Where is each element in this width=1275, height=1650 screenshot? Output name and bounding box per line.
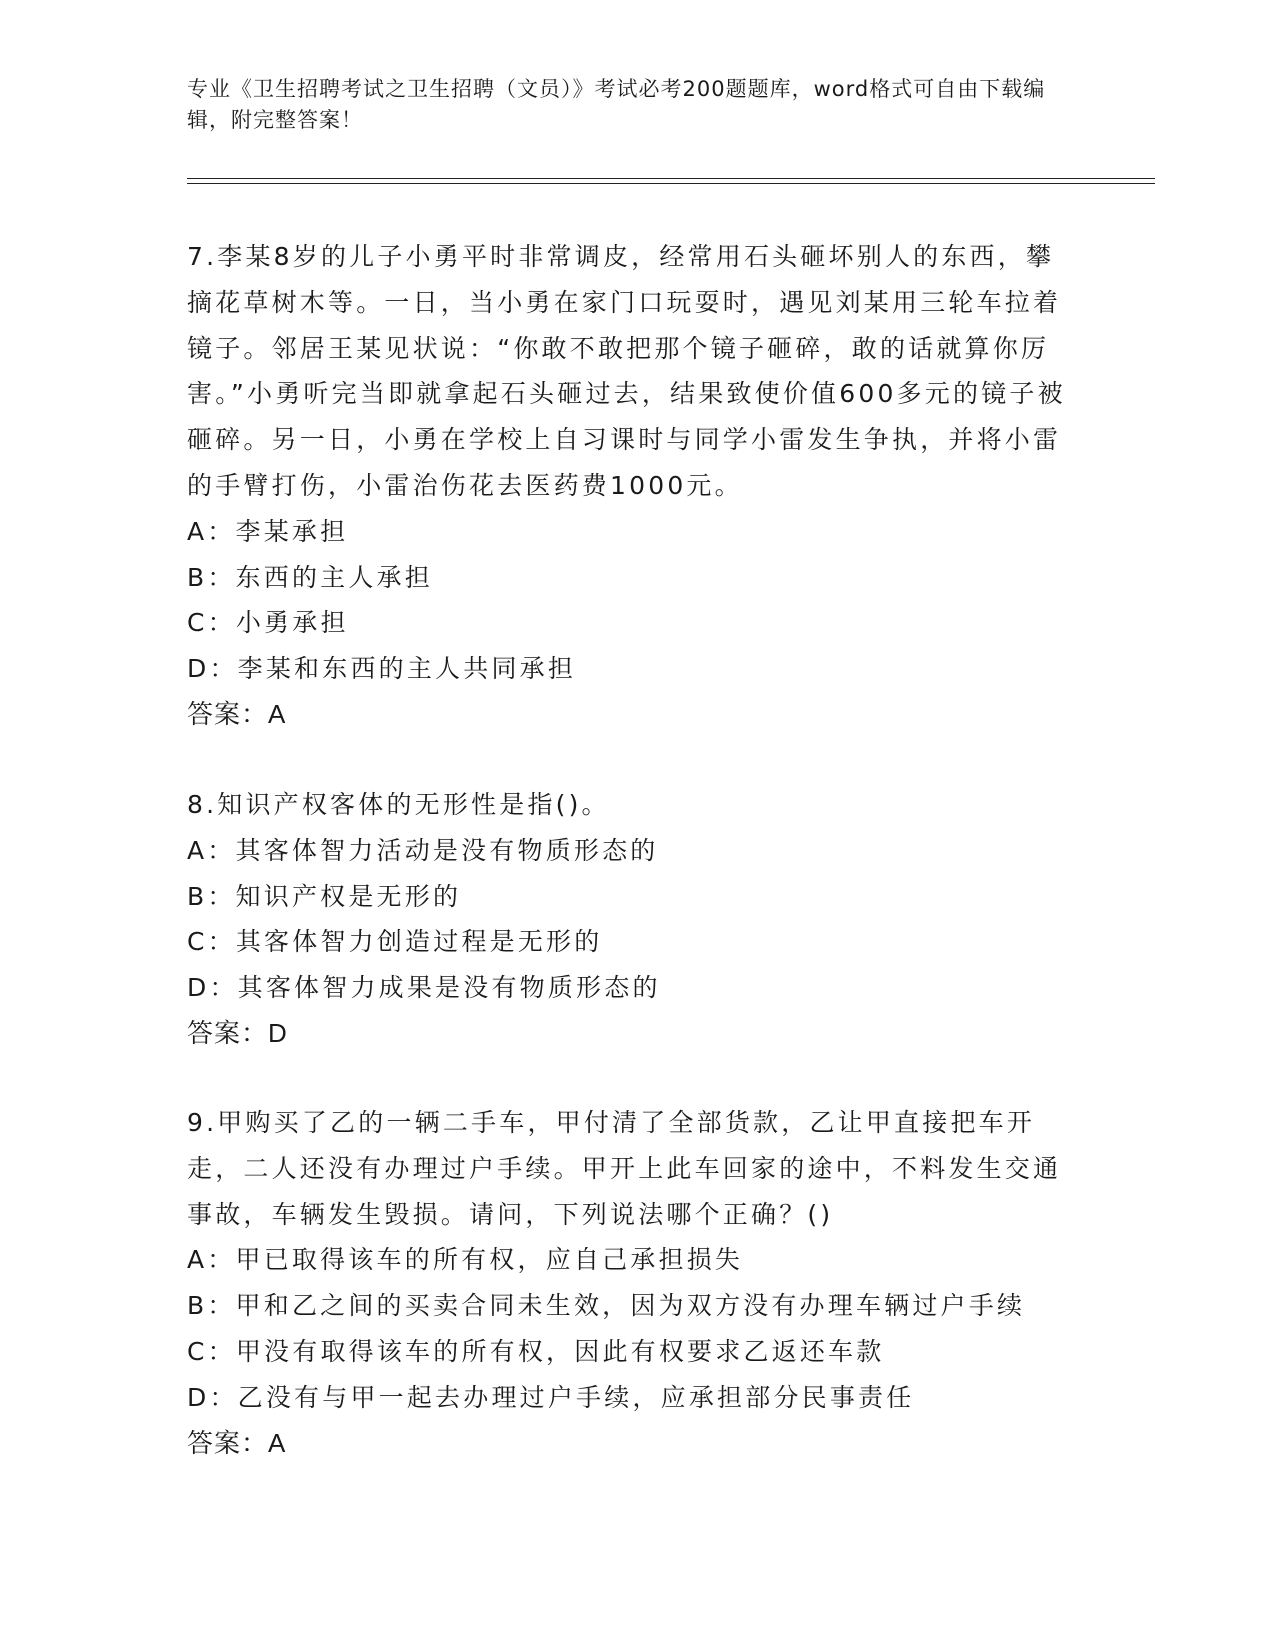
option-b: B：甲和乙之间的买卖合同未生效，因为双方没有办理车辆过户手续 [187,1291,1026,1321]
question-7 [187,234,1067,738]
option-a: A：其客体智力活动是没有物质形态的 [187,835,659,865]
option-b: B：知识产权是无形的 [187,881,462,911]
answer: 答案：A [187,698,287,729]
option-c: C：甲没有取得该车的所有权，因此有权要求乙返还车款 [187,1336,885,1366]
document-header: 专业《卫生招聘考试之卫生招聘（文员）》考试必考200题题库，word格式可自由下载编辑，附完整答案！ [187,77,1046,132]
answer: 答案：D [187,1017,288,1048]
header-divider-top [187,178,1155,179]
question-9 [187,1100,1067,1466]
answer: 答案：A [187,1427,287,1458]
option-c: C：其客体智力创造过程是无形的 [187,927,603,957]
option-a: A：李某承担 [187,516,349,546]
option-d: D：乙没有与甲一起去办理过户手续，应承担部分民事责任 [187,1382,915,1412]
option-d: D：其客体智力成果是没有物质形态的 [187,973,661,1003]
option-b: B：东西的主人承担 [187,562,433,592]
option-a: A：甲已取得该车的所有权，应自己承担损失 [187,1245,744,1275]
question-stem: 9.甲购买了乙的一辆二手车，甲付清了全部货款，乙让甲直接把车开走，二人还没有办理过户手续。甲开上此车回家的途中，不料发生交通事故，车辆发生毁损。请问，下列说法哪个正确？() [187,1108,1062,1229]
question-stem: 7.李某8岁的儿子小勇平时非常调皮，经常用石头砸坏别人的东西，攀摘花草树木等。一日，当小勇在家门口玩耍时，遇见刘某用三轮车拉着镜子。邻居王某见状说：“你敢不敢把那个镜子砸碎，敢的话就算你厉害。”小勇听完当即就拿起石头砸过去，结果致使价值600多元的镜子被砸碎。另一日，小勇在学校上自习课时与同学小雷发生争执，并将小雷的手臂打伤，小雷治伤花去医药费1000元。 [187,242,1066,500]
header-divider-bottom [187,183,1155,184]
option-c: C：小勇承担 [187,608,349,638]
question-stem: 8.知识产权客体的无形性是指()。 [187,790,610,819]
question-8 [187,782,1067,1057]
option-d: D：李某和东西的主人共同承担 [187,654,577,684]
